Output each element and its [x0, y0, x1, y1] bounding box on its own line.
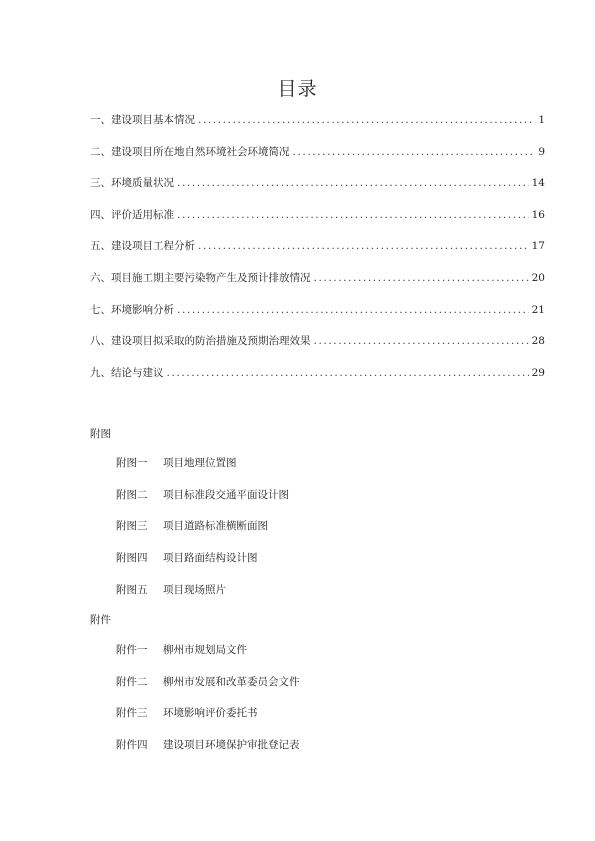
toc-entry-page: 1: [538, 114, 545, 126]
attachment-code: 附件二: [116, 675, 148, 688]
toc-entry[interactable]: [90, 300, 545, 332]
list-item[interactable]: [116, 643, 300, 675]
toc-leader-dots: [314, 331, 529, 351]
figure-name: 项目地理位置图: [163, 457, 237, 469]
toc-entry-label: 七、环境影响分析: [90, 303, 174, 316]
toc-entry-page: 14: [531, 177, 545, 190]
toc-entry[interactable]: [90, 363, 545, 395]
figure-code: 附图三: [116, 520, 148, 533]
figure-code: 附图二: [116, 488, 148, 501]
toc-leader-dots: [314, 268, 529, 288]
toc-leader-dots: [198, 236, 529, 256]
toc-entry-label: 三、环境质量状况: [90, 177, 174, 190]
list-item[interactable]: [116, 738, 300, 770]
toc-leader-dots: [177, 205, 529, 225]
attachments-list: [116, 643, 300, 770]
figures-heading: 附图: [90, 428, 111, 440]
toc-entry[interactable]: [90, 205, 545, 237]
toc-entry-page: 28: [531, 335, 545, 348]
toc-entry-label: 八、建设项目拟采取的防治措施及预期治理效果: [90, 335, 311, 348]
figure-code: 附图四: [116, 552, 148, 565]
page-title: 目录: [277, 78, 318, 100]
toc-entry-label: 五、建设项目工程分析: [90, 240, 195, 253]
toc-entry-page: 29: [531, 366, 545, 379]
list-item[interactable]: [116, 456, 289, 488]
toc-leader-dots: [177, 173, 529, 193]
list-item[interactable]: [116, 675, 300, 707]
toc-leader-dots: [167, 363, 529, 383]
toc-entry[interactable]: [90, 173, 545, 205]
toc-entry-page: 16: [531, 208, 545, 221]
figure-name: 项目道路标准横断面图: [163, 520, 268, 533]
list-item[interactable]: [116, 706, 300, 738]
attachment-code: 附件三: [116, 707, 148, 720]
figure-code: 附图五: [116, 583, 148, 596]
toc-leader-dots: [177, 300, 529, 320]
figure-name: 项目路面结构设计图: [163, 552, 258, 565]
toc-entry[interactable]: [90, 331, 545, 363]
figure-name: 项目标准段交通平面设计图: [163, 488, 289, 501]
attachment-name: 环境影响评价委托书: [163, 707, 258, 720]
attachment-code: 附件一: [116, 644, 148, 656]
toc-leader-dots: [293, 142, 533, 162]
attachment-name: 柳州市发展和改革委员会文件: [163, 675, 300, 688]
figure-name: 项目现场照片: [163, 583, 226, 596]
toc-entry-label: 一、建设项目基本情况: [90, 114, 195, 126]
attachment-code: 附件四: [116, 739, 148, 752]
toc-entry-label: 九、结论与建议: [90, 366, 164, 379]
toc-entry-label: 六、项目施工期主要污染物产生及预计排放情况: [90, 271, 311, 284]
toc-entry[interactable]: [90, 142, 545, 174]
list-item[interactable]: [116, 551, 289, 583]
toc-leader-dots: [198, 110, 532, 130]
list-item[interactable]: [116, 583, 289, 615]
toc-entry[interactable]: [90, 236, 545, 268]
toc-entry[interactable]: [90, 268, 545, 300]
toc-entry-page: 17: [531, 240, 545, 253]
toc-entry-page: 20: [531, 271, 545, 284]
list-item[interactable]: [116, 488, 289, 520]
list-item[interactable]: [116, 519, 289, 551]
figure-code: 附图一: [116, 457, 148, 469]
table-of-contents: [90, 110, 545, 394]
figures-list: [116, 456, 289, 614]
toc-entry[interactable]: [90, 110, 545, 142]
toc-entry-label: 二、建设项目所在地自然环境社会环境简况: [90, 145, 290, 158]
toc-entry-label: 四、评价适用标准: [90, 208, 174, 221]
toc-entry-page: 21: [531, 303, 545, 316]
attachment-name: 建设项目环境保护审批登记表: [163, 739, 300, 752]
attachment-name: 柳州市规划局文件: [163, 644, 247, 656]
toc-entry-page: 9: [538, 145, 545, 158]
attachments-heading: 附件: [90, 614, 111, 626]
